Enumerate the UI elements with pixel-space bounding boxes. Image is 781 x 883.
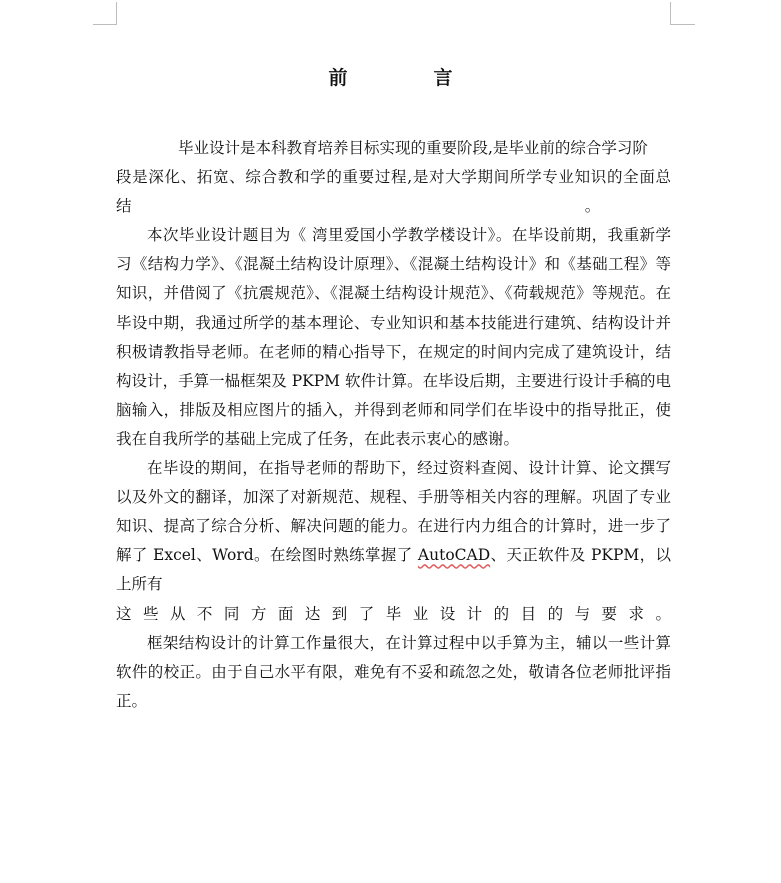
- paragraph-3: [116, 454, 671, 599]
- title-char-1: 前: [328, 67, 348, 89]
- paragraph-3-last-line: 这 些 从 不 同 方 面 达 到 了 毕 业 设 计 的 目 的 与 要 求 。: [116, 604, 671, 623]
- crop-mark-top-left: [93, 24, 117, 25]
- body-text: [116, 134, 671, 716]
- paragraph-1: [116, 134, 671, 163]
- paragraph-1-end: [116, 192, 671, 221]
- paragraph-4: 框架结构设计的计算工作量很大，在计算过程中以手算为主，辅以一些计算软件的校正。由于自己水平有限，难免有不妥和疏忽之处，敬请各位老师批评指正。: [116, 633, 671, 710]
- paragraph-1-line-1: 毕业设计是本科教育培养目标实现的重要阶段,是毕业前的综合学习阶: [178, 139, 648, 157]
- crop-mark-top-right: [670, 2, 671, 25]
- paragraph-3-text: 在毕设的期间，在指导老师的帮助下，经过资料查阅、设计计算、论文撰写以及外文的翻译，加深了对新规范、规程、手册等相关内容的理解。巩固了专业知识、提高了综合分析、解决问题的能力。在进行内力组合的计算时，进一步了解了 Excel、Word。在绘图时熟练掌握了: [116, 459, 671, 565]
- page-title: [0, 64, 781, 92]
- paragraph-2: 本次毕业设计题目为《 湾里爱国小学教学楼设计》。在毕设前期，我重新学习《结构力学》、《混凝土结构设计原理》、《混凝土结构设计》和《基础工程》等知识，并借阅了《抗震规范》、《混凝土结构设计规范》、《荷载规范》等规范。在毕设中期，我通过所学的基本理论、专业知识和基本技能进行建筑、结构设计并积极请教指导老师。在老师的精心指导下，在规定的时间内完成了建筑设计，结构设计，手算一榀框架及 PKPM 软件计算。在毕设后期，主要进行设计手稿的电脑输入，排版及相应图片的插入，并得到老师和同学们在毕设中的指导批正，使我在自我所学的基础上完成了任务，在此表示衷心的感谢。: [116, 226, 671, 448]
- crop-mark-top-right: [671, 24, 695, 25]
- paragraph-1-cont: [116, 163, 671, 192]
- paragraph-1-line-2: 段是深化、拓宽、综合教和学的重要过程,是对大学期间所学专业知识的全面总: [116, 168, 671, 187]
- title-char-2: 言: [433, 67, 453, 89]
- autocad-misspelled-word: AutoCAD: [417, 546, 491, 565]
- paragraph-3-rest: 、天正软件及 PKPM，以上所有: [116, 546, 671, 594]
- paragraph-1-line-3: 结 。: [116, 197, 601, 216]
- crop-mark-top-left: [116, 2, 117, 25]
